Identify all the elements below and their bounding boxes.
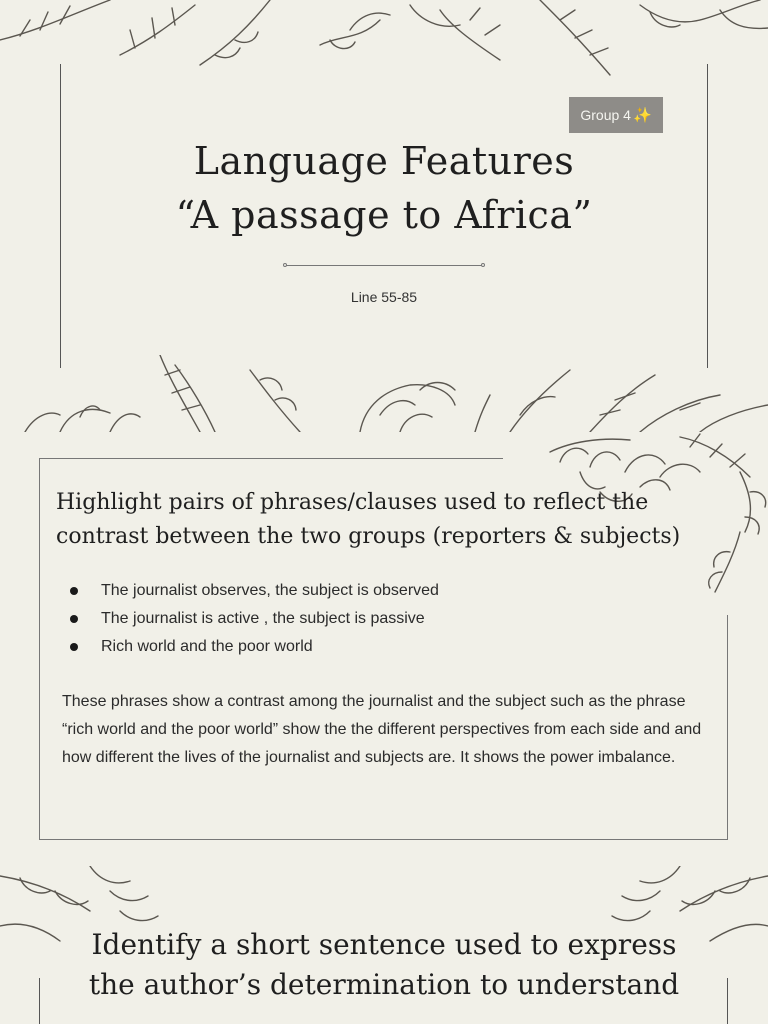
botanical-leaves-bottom-decoration — [0, 355, 768, 432]
group-badge — [569, 97, 663, 133]
contrast-bullet-list — [62, 577, 439, 661]
title-line-2: “A passage to Africa” — [175, 193, 593, 237]
list-item: The journalist is active , the subject is passive — [62, 605, 439, 633]
frame-bottom-line — [39, 839, 728, 840]
botanical-leaves-top-decoration — [0, 0, 768, 80]
title-slide — [0, 0, 768, 432]
frame-top-line — [39, 458, 503, 459]
section-heading-line-2: the author’s determination to understand — [88, 968, 680, 1001]
list-item: The journalist observes, the subject is observed — [62, 577, 439, 605]
contrast-slide — [0, 432, 768, 866]
section-heading-line-1: Identify a short sentence used to express — [91, 928, 677, 961]
explanation-paragraph: These phrases show a contrast among the journalist and the subject such as the phrase “rich world and the poor world” show the the different perspectives from each side and and how different the lives of the journalist and subjects are. It shows the power imbalance. — [62, 693, 702, 766]
frame-right-line — [727, 615, 728, 840]
frame-left-line — [60, 64, 61, 368]
group-badge-label: Group 4 — [580, 107, 631, 123]
determination-slide — [0, 866, 768, 1024]
title-divider — [283, 263, 485, 267]
title-line-1: Language Features — [193, 139, 575, 183]
section-heading-line-2: contrast between the two groups (reporters & subjects) — [56, 524, 681, 549]
line-range-subtitle: Line 55-85 — [350, 289, 418, 305]
list-item: Rich world and the poor world — [62, 633, 439, 661]
frame-right-line — [707, 64, 708, 368]
section-heading-line-1: Highlight pairs of phrases/clauses used to reflect the — [56, 490, 649, 515]
frame-left-line — [39, 458, 40, 840]
sparkles-icon: ✨ — [632, 107, 652, 124]
